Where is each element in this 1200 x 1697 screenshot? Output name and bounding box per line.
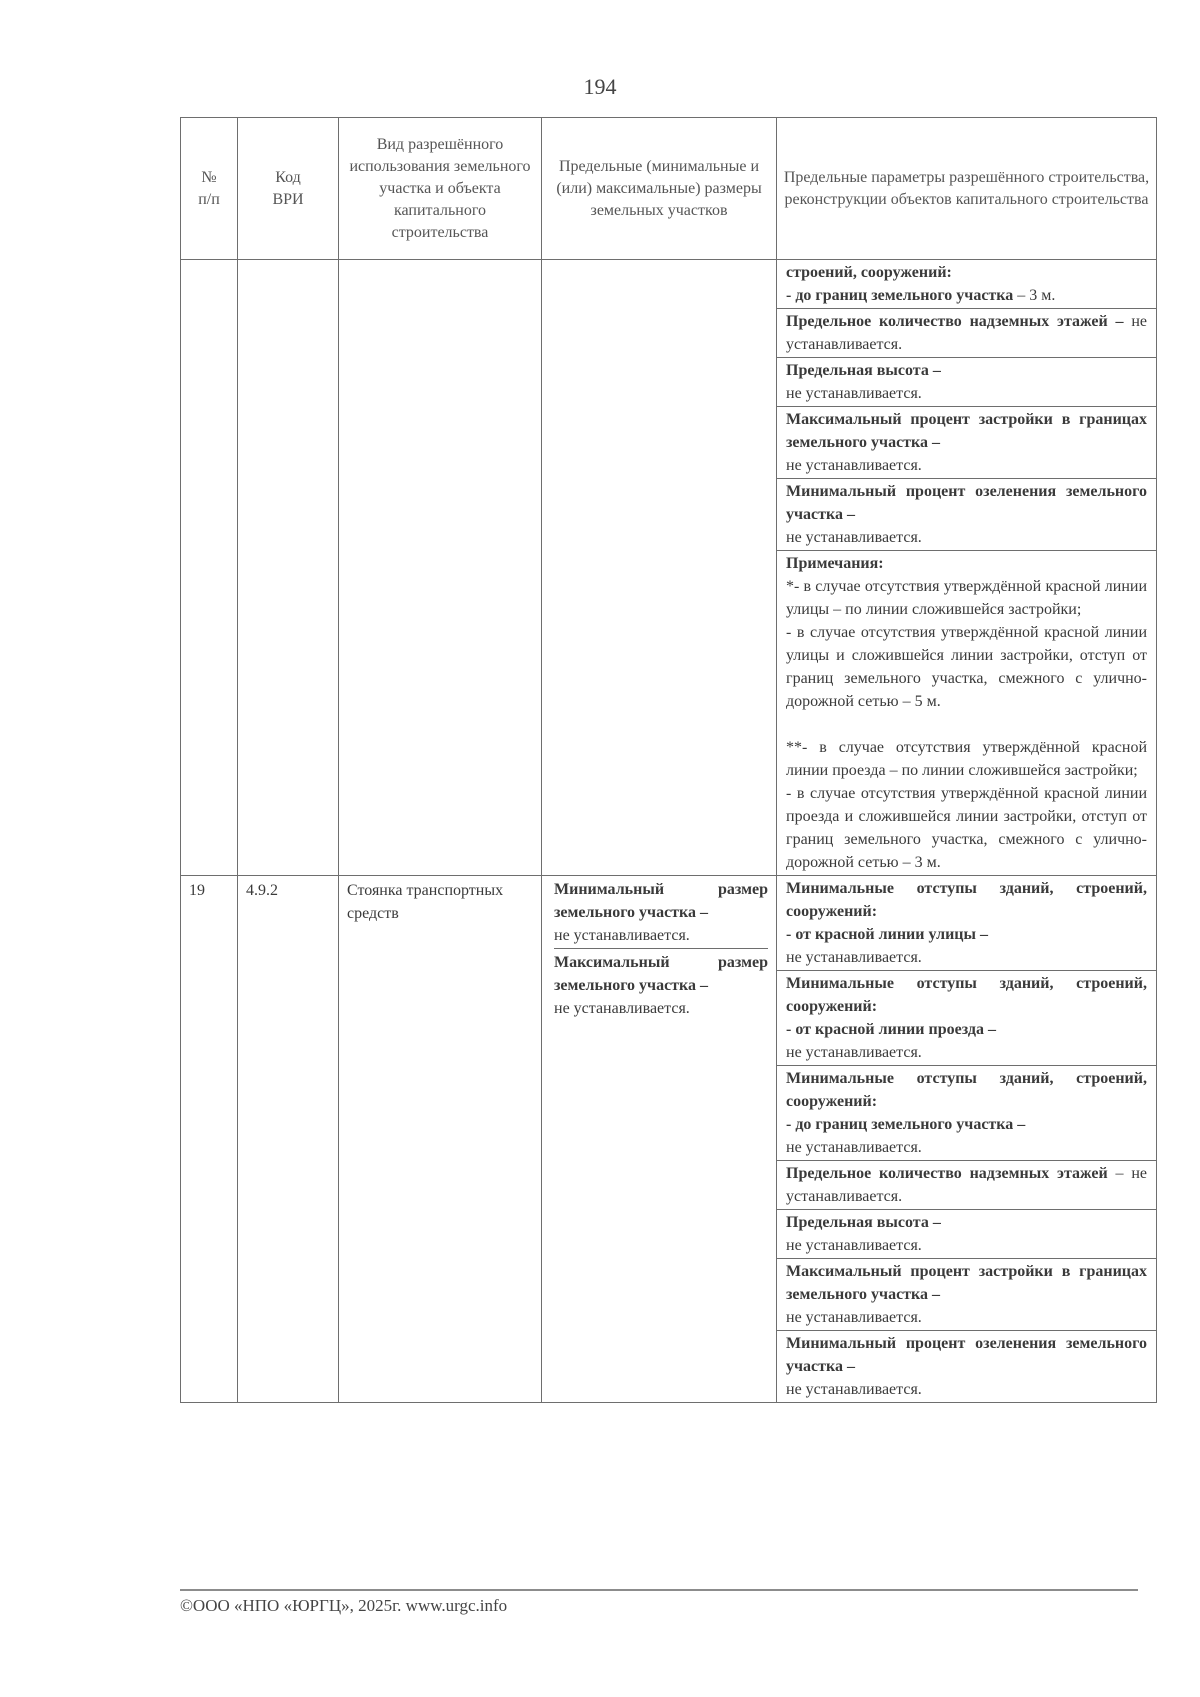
param-value-text: не устанавливается. — [786, 313, 1147, 353]
param-coverage — [777, 1259, 1156, 1331]
param-bold-text: - до границ земельного участка — [786, 287, 1014, 304]
param-coverage — [777, 407, 1156, 479]
param-value-text: не устанавливается. — [786, 1381, 922, 1398]
notes-block — [777, 551, 1156, 875]
size-value-text: не устанавливается. — [554, 1000, 690, 1017]
param-value-text: не устанавливается. — [786, 385, 922, 402]
param-setback-passage — [777, 971, 1156, 1066]
param-bold-text: Максимальный процент застройки в границах земельного участка – — [786, 1263, 1147, 1303]
param-bold-text: Предельная высота – — [786, 362, 941, 379]
param-height — [777, 358, 1156, 407]
param-bold-text: - от красной линии проезда – — [786, 1021, 996, 1038]
size-bold-text: Минимальный размер земельного участка – — [554, 881, 768, 921]
param-bold-text: Предельная высота – — [786, 1214, 941, 1231]
param-value-text: не устанавливается. — [786, 1139, 922, 1156]
param-setback-street — [777, 876, 1156, 971]
row-num: 19 — [181, 876, 238, 1403]
note-line: **- в случае отсутствия утверждённой красной линии проезда – по линии сложившейся застройки; — [786, 739, 1147, 779]
header-use-type: Вид разрешённого использования земельного участка и объекта капитального строительства — [339, 118, 542, 260]
continuation-use-cell — [339, 260, 542, 876]
row-params — [777, 876, 1157, 1403]
param-bold-text: строений, сооружений: — [786, 264, 952, 281]
size-bold-text: Максимальный размер земельного участка – — [554, 954, 768, 994]
note-spacer — [786, 713, 1147, 736]
row-use-type: Стоянка транспортных средств — [339, 876, 542, 1403]
footer-divider — [180, 1589, 1138, 1591]
param-bold-text: Минимальные отступы зданий, строений, сооружений: — [786, 1070, 1147, 1110]
param-value-text: не устанавливается. — [786, 949, 922, 966]
min-size-block — [554, 876, 768, 949]
continuation-params-cell — [777, 260, 1157, 876]
param-bold-text: Максимальный процент застройки в границах земельного участка – — [786, 411, 1147, 451]
note-line: - в случае отсутствия утверждённой красной линии улицы и сложившейся линии застройки, отступ от границ земельного участка, смежного с улично-дорожной сетью – 5 м. — [786, 624, 1147, 710]
row-code: 4.9.2 — [238, 876, 339, 1403]
param-setback-boundary — [777, 1066, 1156, 1161]
param-bold-text: Предельное количество надземных этажей — [786, 1165, 1108, 1182]
land-use-table — [180, 117, 1157, 1403]
note-line: *- в случае отсутствия утверждённой красной линии улицы – по линии сложившейся застройки; — [786, 578, 1147, 618]
header-params: Предельные параметры разрешённого строительства, реконструкции объектов капитального строительства — [777, 118, 1157, 260]
param-bold-text: Минимальные отступы зданий, строений, сооружений: — [786, 880, 1147, 920]
continuation-num-cell — [181, 260, 238, 876]
param-bold-text: - до границ земельного участка – — [786, 1116, 1026, 1133]
notes-title: Примечания: — [786, 555, 884, 572]
footer-copyright: ©ООО «НПО «ЮРГЦ», 2025г. www.urgc.info — [180, 1596, 508, 1615]
row-plot-sizes — [542, 876, 777, 1403]
param-bold-text: Минимальные отступы зданий, строений, сооружений: — [786, 975, 1147, 1015]
header-code: Код ВРИ — [238, 118, 339, 260]
param-setback-continued — [777, 260, 1156, 309]
param-value-text: не устанавливается. — [786, 457, 922, 474]
param-height — [777, 1210, 1156, 1259]
note-line: - в случае отсутствия утверждённой красной линии проезда и сложившейся линии застройки, отступ от границ земельного участка, смежного с улично-дорожной сетью – 3 м. — [786, 785, 1147, 871]
param-greening — [777, 1331, 1156, 1402]
header-plot-sizes: Предельные (минимальные и (или) максимальные) размеры земельных участков — [542, 118, 777, 260]
param-greening — [777, 479, 1156, 551]
param-bold-text: Минимальный процент озеленения земельного участка – — [786, 483, 1147, 523]
param-value-text: не устанавливается. — [786, 529, 922, 546]
table-header-row — [181, 118, 1157, 260]
param-floors — [777, 1161, 1156, 1210]
param-bold-text: Минимальный процент озеленения земельного участка – — [786, 1335, 1147, 1375]
param-value-text: не устанавливается. — [786, 1309, 922, 1326]
param-bold-text: - от красной линии улицы – — [786, 926, 988, 943]
param-value-text: не устанавливается. — [786, 1237, 922, 1254]
param-value-text: – не устанавливается. — [786, 1165, 1147, 1205]
continuation-code-cell — [238, 260, 339, 876]
param-floors — [777, 309, 1156, 358]
max-size-block — [554, 949, 768, 1021]
param-bold-text: Предельное количество надземных этажей – — [786, 313, 1124, 330]
param-value-text: не устанавливается. — [786, 1044, 922, 1061]
continuation-size-cell — [542, 260, 777, 876]
size-value-text: не устанавливается. — [554, 927, 690, 944]
param-value-text: – 3 м. — [1013, 287, 1056, 304]
page-number: 194 — [583, 74, 617, 99]
table-row-19 — [181, 876, 1157, 1403]
continuation-row — [181, 260, 1157, 876]
header-num: № п/п — [181, 118, 238, 260]
